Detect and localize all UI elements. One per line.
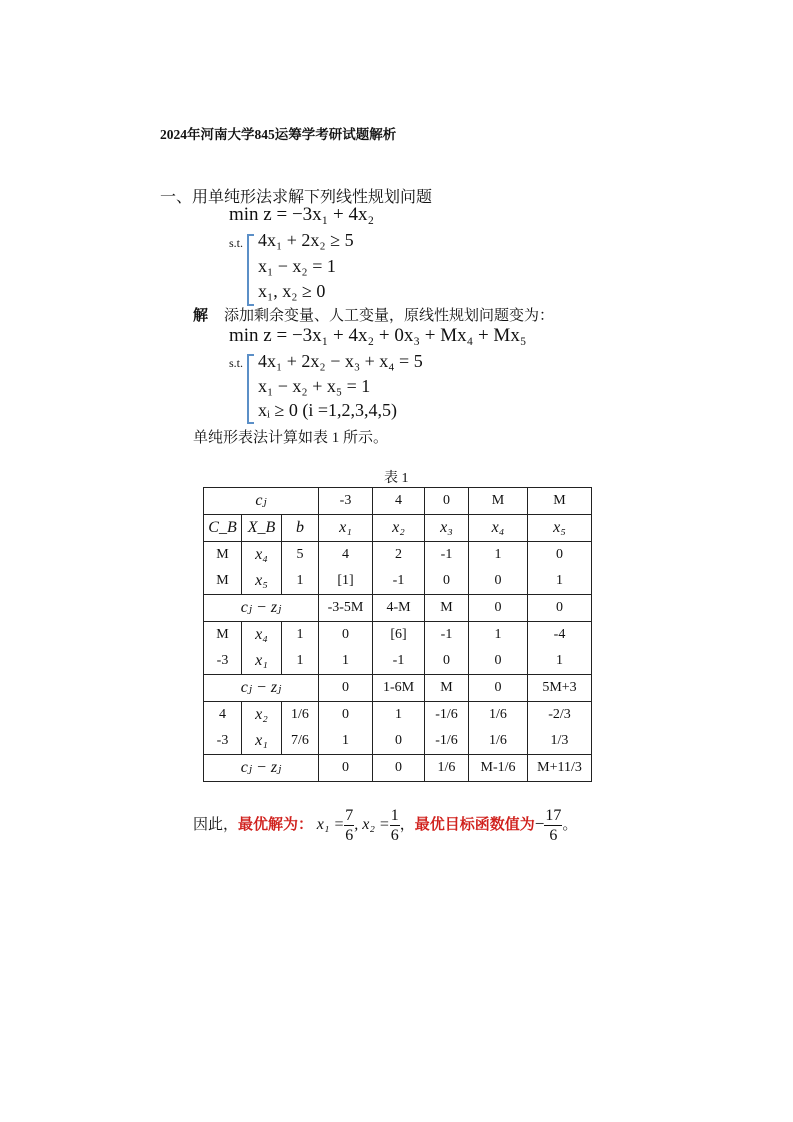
- cell-value: 4: [342, 547, 349, 562]
- cell-value: -1/6: [435, 733, 458, 748]
- cj-label: cⱼ: [204, 488, 319, 515]
- table-cell: [282, 702, 319, 755]
- cell-value: x₂: [255, 706, 268, 723]
- table-cell: [282, 542, 319, 595]
- cj-value: -3: [319, 488, 373, 515]
- cj-value: M: [528, 488, 592, 515]
- st-label: s.t.: [229, 356, 244, 370]
- cj-zj-label: cⱼ − zⱼ: [204, 675, 319, 702]
- cell-value: M: [216, 627, 229, 642]
- optimal-solution-label: 最优解为：: [238, 816, 314, 833]
- cell-value: 1/3: [550, 733, 569, 748]
- simplex-table: [203, 487, 592, 782]
- cell-value: 1: [296, 653, 304, 668]
- table-cell: [528, 542, 592, 595]
- cell-value: -1: [440, 627, 453, 642]
- cell-value: -2/3: [548, 707, 571, 722]
- table-cell: [469, 622, 528, 675]
- cj-value: 0: [425, 488, 469, 515]
- cell-value: -1: [440, 547, 453, 562]
- table-cell: [319, 622, 373, 675]
- cell-value: 1: [296, 627, 304, 642]
- constraint-bracket: [247, 234, 254, 306]
- cell-value: 1/6: [489, 733, 507, 748]
- numerator: 1: [390, 807, 399, 824]
- table-cell: [319, 542, 373, 595]
- cj-zj-value: M: [425, 595, 469, 622]
- cell-value: 1: [556, 653, 563, 668]
- cj-zj-value: M: [425, 675, 469, 702]
- cell-value: -4: [553, 627, 566, 642]
- cell-value: 0: [556, 547, 563, 562]
- standard-objective: min z = −3x₁ + 4x₂ + 0x₃ + Mx₄ + Mx₅: [229, 325, 527, 346]
- column-header: X_B: [242, 515, 282, 542]
- conclusion-prefix: 因此，: [193, 816, 239, 833]
- table-cell: [373, 622, 425, 675]
- cell-value: 1: [494, 627, 502, 642]
- column-header: b: [282, 515, 319, 542]
- cell-value: 0: [443, 573, 450, 588]
- cell-value: x₄: [255, 546, 268, 563]
- question-heading: 一、用单纯形法求解下列线性规划问题: [160, 189, 433, 206]
- table-cell: [528, 622, 592, 675]
- column-header: x₁: [319, 515, 373, 542]
- constraint: x₁ − x₂ + x₅ = 1: [258, 376, 371, 396]
- cj-value: M: [469, 488, 528, 515]
- constraint: x₁ − x₂ = 1: [258, 256, 336, 276]
- table-cell: [204, 622, 242, 675]
- x2-label: , x₂ =: [354, 815, 390, 833]
- iteration-rows: [204, 542, 592, 595]
- iteration-rows: [204, 622, 592, 675]
- table-cell: [469, 702, 528, 755]
- numerator: 7: [345, 807, 354, 824]
- cell-value: 1/6: [291, 707, 309, 722]
- cell-value: x₁: [255, 732, 268, 749]
- table-cell: [425, 622, 469, 675]
- cell-value: 0: [342, 627, 349, 642]
- cell-value: 1: [395, 707, 402, 722]
- denominator: 6: [390, 827, 399, 844]
- column-header: C_B: [204, 515, 242, 542]
- st-label: s.t.: [229, 236, 244, 250]
- period: 。: [562, 816, 578, 833]
- cj-zj-value: 0: [528, 595, 592, 622]
- cell-value: x₅: [255, 572, 268, 589]
- x1-fraction: [344, 806, 354, 845]
- cell-value: -1: [392, 573, 405, 588]
- cj-zj-row: [204, 675, 592, 702]
- value-fraction: [544, 806, 562, 845]
- cj-zj-value: 1/6: [425, 755, 469, 782]
- solution-text: 添加剩余变量、人工变量，原线性规划问题变为：: [224, 308, 555, 324]
- cj-zj-label: cⱼ − zⱼ: [204, 595, 319, 622]
- separator: ，: [399, 816, 415, 833]
- table-cell: [373, 542, 425, 595]
- denominator: 6: [345, 827, 354, 844]
- cell-value: 0: [342, 707, 349, 722]
- table-cell: [242, 542, 282, 595]
- cell-value: 1: [342, 733, 349, 748]
- cj-zj-value: M+11/3: [528, 755, 592, 782]
- table-cell: [204, 542, 242, 595]
- table-cell: [204, 702, 242, 755]
- cell-value: -3: [216, 733, 229, 748]
- cell-value: 1: [556, 573, 563, 588]
- numerator: 17: [545, 807, 562, 824]
- cell-value: 5: [296, 547, 304, 562]
- cell-value: M: [216, 547, 229, 562]
- objective-function: min z = −3x₁ + 4x₂: [229, 204, 375, 225]
- cj-value: 4: [373, 488, 425, 515]
- cj-zj-value: -3-5M: [319, 595, 373, 622]
- cj-zj-value: 0: [469, 675, 528, 702]
- document-title: 2024年河南大学845运筹学考研试题解析: [160, 127, 397, 142]
- table-cell: [319, 702, 373, 755]
- cj-zj-value: 0: [319, 755, 373, 782]
- constraint: x₁, x₂ ≥ 0: [258, 281, 326, 301]
- cell-value: 0: [443, 653, 450, 668]
- cell-value: 4: [219, 707, 226, 722]
- table-cell: [242, 702, 282, 755]
- table-cell: [242, 622, 282, 675]
- cell-value: 1: [296, 573, 304, 588]
- cj-zj-row: [204, 755, 592, 782]
- cell-value: M: [216, 573, 229, 588]
- cell-value: [1]: [337, 573, 354, 588]
- table-cell: [425, 542, 469, 595]
- cj-zj-label: cⱼ − zⱼ: [204, 755, 319, 782]
- cj-zj-value: 4-M: [373, 595, 425, 622]
- table-cell: [469, 542, 528, 595]
- constraint-bracket: [247, 354, 254, 424]
- cj-zj-value: 0: [373, 755, 425, 782]
- cj-zj-value: 0: [469, 595, 528, 622]
- cell-value: 2: [395, 547, 402, 562]
- minus-sign: −: [534, 813, 545, 833]
- cell-value: -3: [216, 653, 229, 668]
- cell-value: [6]: [390, 627, 407, 642]
- cell-value: 0: [395, 733, 402, 748]
- column-header: x₄: [469, 515, 528, 542]
- optimal-value-label: 最优目标函数值为: [414, 816, 535, 833]
- cj-zj-value: M-1/6: [469, 755, 528, 782]
- denominator: 6: [549, 827, 558, 844]
- table-cell: [528, 702, 592, 755]
- table-cell: [373, 702, 425, 755]
- cell-value: 0: [494, 573, 502, 588]
- cell-value: 1/6: [489, 707, 507, 722]
- cell-value: -1/6: [435, 707, 458, 722]
- cell-value: x₁: [255, 652, 268, 669]
- constraint: 4x₁ + 2x₂ − x₃ + x₄ = 5: [258, 351, 423, 371]
- conclusion: [193, 806, 577, 845]
- table-reference: 单纯形表法计算如表 1 所示。: [193, 430, 389, 446]
- solution-intro: [193, 304, 554, 325]
- iteration-rows: [204, 702, 592, 755]
- cj-zj-value: 0: [319, 675, 373, 702]
- table-cell: [425, 702, 469, 755]
- cj-zj-row: [204, 595, 592, 622]
- table-caption: 表 1: [384, 471, 409, 486]
- solution-label: 解: [193, 308, 209, 324]
- column-header: x₂: [373, 515, 425, 542]
- cj-zj-value: 5M+3: [528, 675, 592, 702]
- cell-value: 0: [494, 653, 502, 668]
- x2-fraction: [390, 806, 400, 845]
- cell-value: 1: [342, 653, 349, 668]
- cell-value: x₄: [255, 626, 268, 643]
- column-header: x₃: [425, 515, 469, 542]
- cell-value: 1: [494, 547, 502, 562]
- cell-value: -1: [392, 653, 405, 668]
- table-cell: [282, 622, 319, 675]
- constraint: 4x₁ + 2x₂ ≥ 5: [258, 230, 354, 250]
- constraint: xᵢ ≥ 0 (i =1,2,3,4,5): [258, 400, 397, 420]
- cell-value: 7/6: [291, 733, 309, 748]
- column-header: x₅: [528, 515, 592, 542]
- cj-zj-value: 1-6M: [373, 675, 425, 702]
- x1-label: x₁ =: [316, 815, 345, 833]
